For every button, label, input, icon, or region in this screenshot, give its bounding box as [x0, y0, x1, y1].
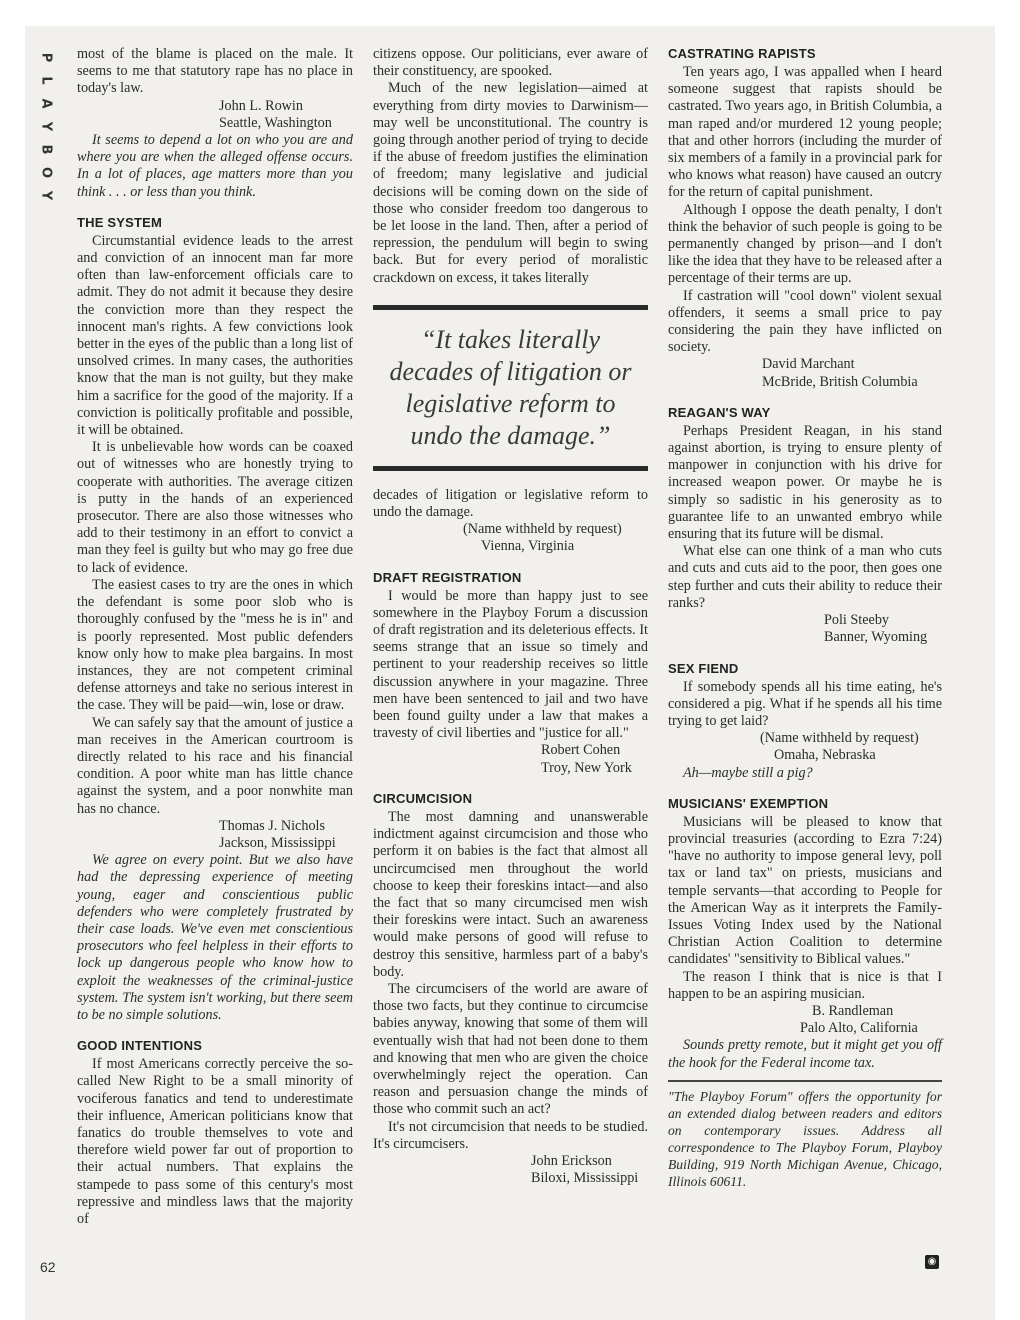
masthead-letter: Y	[38, 190, 54, 201]
letter-paragraph: Musicians will be pleased to know that provincial treasuries (according to Ezra 7:24) "have no authority to impose general levy, poll tax or land tax" on priests, musicians and temple servants—that according to People for the American Way as it interprets the Family-Issues Voting Index used by the National Christian Action Coalition to determine candidates' "sensitivity to Biblical values."	[668, 813, 942, 968]
section-good-intentions	[77, 1038, 353, 1228]
section-sex-fiend	[668, 661, 942, 782]
letter-signature-place: Troy, New York	[541, 759, 632, 776]
letter-signature-name: B. Randleman	[812, 1002, 894, 1019]
letter-paragraph: If somebody spends all his time eating, he's considered a pig. What if he spends all his time trying to get laid?	[668, 678, 942, 729]
masthead-letter: B	[38, 144, 54, 155]
section-musicians-exemption	[668, 796, 942, 1072]
letter-signature-name: John Erickson	[531, 1152, 612, 1169]
section-heading: GOOD INTENTIONS	[77, 1038, 203, 1054]
letter-paragraph: The most damning and unanswerable indictment against circumcision and those who perform it on babies is the fact that almost all uncircumcised men throughout the world choose to keep their foreskins intact—and also the fact that so many circumcised men wish their foreskins were intact. Such an awareness would make persons of good will refuse to destroy this sensitive, harmless part of a baby's body.	[373, 808, 648, 980]
letter-paragraph: Perhaps President Reagan, in his stand against abortion, is trying to ensure plenty of manpower in conjunction with his drive for increased weapon power. Or maybe he is simply so sadistic in his generosity as to guarantee life to an unwanted embryo while ensuring that its future will be dismal.	[668, 422, 942, 543]
section-heading: REAGAN'S WAY	[668, 404, 771, 420]
masthead-letter: P	[38, 52, 54, 63]
letter-signature-name: (Name withheld by request)	[463, 521, 622, 538]
pull-quote: “It takes literally decades of litigation or legislative reform to undo the damage.”	[373, 305, 648, 471]
letter-paragraph: The circumcisers of the world are aware of those two facts, but they continue to circumcise babies anyway, knowing that some of them will eventually wish that had not been done to them and knowing that men who are given the choice overwhelmingly reject the operation. Can reason and persuasion change the minds of those who commit such an act?	[373, 980, 648, 1118]
section-draft-registration	[373, 570, 648, 777]
letter-signature-place: Biloxi, Mississippi	[531, 1170, 639, 1187]
letter-paragraph: It is unbelievable how words can be coaxed out of witnesses who are honestly trying to cooperate with authorities. The average citizen is putty in the hands of an experienced prosecutor. There are also those witnesses who add to their testimony in an effort to convict a man they feel is guilty but who may go free due to lack of evidence.	[77, 439, 353, 576]
letter-signature-name: Thomas J. Nichols	[219, 817, 326, 834]
section-heading: SEX FIEND	[668, 660, 739, 676]
section-circumcision	[373, 791, 648, 1187]
letter-signature-place: Banner, Wyoming	[824, 629, 928, 646]
letter-paragraph: It's not circumcision that needs to be studied. It's circumcisers.	[373, 1118, 648, 1152]
masthead-letter: O	[38, 166, 54, 179]
section-castrating-rapists	[668, 46, 942, 391]
column-3	[668, 46, 942, 1190]
section-the-system	[77, 215, 353, 1024]
letter-signature-place: Omaha, Nebraska	[774, 747, 876, 764]
column-1	[77, 46, 353, 1228]
letter-signature-place: Seattle, Washington	[219, 114, 332, 131]
letter-paragraph: Although I oppose the death penalty, I don't think the behavior of such people is going to be permanently changed by prison—and I don't like the idea that they have to be released after a percentage of their terms are up.	[668, 201, 942, 287]
letter-signature-name: Robert Cohen	[541, 742, 621, 759]
letter-paragraph: Circumstantial evidence leads to the arrest and conviction of an innocent man far more often than law-enforcement officials care to admit. They do not admit it because they desire the conviction more than they respect the innocent man's rights. A few convictions look better in the eyes of the public than a long list of unsolved crimes. In many cases, the authorities know that the man is not guilty, but they make him a sacrifice for the good of the majority. If a conviction is politically profitable and possible, it will be obtained.	[77, 232, 353, 439]
section-reagans-way	[668, 405, 942, 647]
letter-paragraph: We can safely say that the amount of justice a man receives in the American courtroom is directly related to his race and his financial condition. A poor white man has little chance against the system, and a poor nonwhite man has no chance.	[77, 714, 353, 817]
letter-signature-name: Poli Steeby	[824, 612, 890, 629]
letter-paragraph: decades of litigation or legislative reform to undo the damage.	[373, 486, 648, 521]
letter-paragraph: The easiest cases to try are the ones in which the defendant is some poor slob who is thoroughly confused by the "mess he is in" and is poorly represented. Most public defenders know only how to make plea bargains. In most instances, they are not competent criminal defense attorneys and take no serious interest in the case. They will be paid—win, lose or draw.	[77, 576, 353, 714]
section-heading: CIRCUMCISION	[373, 790, 473, 806]
editor-reply: Ah—maybe still a pig?	[683, 764, 813, 781]
page-number: 62	[40, 1259, 56, 1275]
masthead-letter: L	[38, 76, 54, 85]
letter-signature-place: McBride, British Columbia	[762, 373, 918, 390]
letter-paragraph: The reason I think that is nice is that I happen to be an aspiring musician.	[668, 968, 942, 1002]
letter-paragraph: What else can one think of a man who cuts and cuts and cuts aid to the poor, then goes one step further and cuts their ability to reduce their ranks?	[668, 543, 942, 611]
editor-reply: It seems to depend a lot on who you are and where you are when the alleged offense occurs. In a lot of places, age matters more than you think . . . or less than you think.	[77, 132, 353, 200]
masthead-letter: Y	[38, 121, 54, 132]
editor-reply: Sounds pretty remote, but it might get you off the hook for the Federal income tax.	[668, 1037, 942, 1071]
masthead-letter: A	[38, 98, 54, 109]
letter-signature-name: (Name withheld by request)	[760, 730, 919, 747]
letter-paragraph: I would be more than happy just to see somewhere in the Playboy Forum a discussion of draft registration and its deleterious effects. It seems strange that an issue so timely and pertinent to your readership receives so little discussion anywhere in your magazine. Three men have been sentenced to jail and two have been found guilty under a law that makes a travesty of civil liberties and "justice for all."	[373, 587, 648, 742]
letter-paragraph: Ten years ago, I was appalled when I heard someone suggest that rapists should be castrated. Two years ago, in British Columbia, a man raped and/or murdered 12 young people; that and other horrors (including the murder of six members of a family in a provincial park for who knows what reason) have caused an outcry for the return of capital punishment.	[668, 64, 942, 201]
section-heading: MUSICIANS' EXEMPTION	[668, 795, 829, 811]
letter-paragraph: most of the blame is placed on the male. It seems to me that statutory rape has no place in today's law.	[77, 46, 353, 97]
magazine-name-vertical	[34, 46, 54, 207]
letter-paragraph: If castration will "cool down" violent sexual offenders, it seems a small price to pay considering the pain they have inflicted on society.	[668, 287, 942, 356]
letter-paragraph: citizens oppose. Our politicians, ever aware of their constituency, are spooked.	[373, 46, 648, 80]
editor-reply: We agree on every point. But we also have had the depressing experience of meeting young, eager and conscientious public defenders who were completely frustrated by their case loads. We've even met conscientious prosecutors who feel helpless in their efforts to lock up dangerous people who know how to exploit the weaknesses of the criminal-justice system. The system isn't working, but there seem to be no simple solutions.	[77, 852, 353, 1023]
section-heading: THE SYSTEM	[77, 214, 163, 230]
section-heading: CASTRATING RAPISTS	[668, 46, 816, 61]
section-heading: DRAFT REGISTRATION	[373, 569, 522, 585]
rabbit-head-logo-icon: ◉	[925, 1255, 939, 1269]
letter-signature-name: John L. Rowin	[219, 97, 303, 114]
letter-signature-place: Vienna, Virginia	[481, 538, 575, 555]
letter-signature-place: Jackson, Mississippi	[219, 834, 336, 851]
letter-signature-place: Palo Alto, California	[800, 1020, 918, 1037]
letter-paragraph: If most Americans correctly perceive the so-called New Right to be a small minority of vociferous fanatics and tend to underestimate their influence, American politicians know that fanatics do trouble themselves to vote and therefore wield power far out of proportion to their actual numbers. That explains the stampede to pass some of this century's most repressive and mindless laws that the majority of	[77, 1056, 353, 1227]
forum-address-box: "The Playboy Forum" offers the opportunity for an extended dialog between readers and editors on contemporary issues. Address all correspondence to The Playboy Forum, Playboy Building, 919 North Michigan Avenue, Chicago, Illinois 60611.	[668, 1080, 942, 1190]
column-2	[373, 46, 648, 1187]
letter-paragraph: Much of the new legislation—aimed at everything from dirty movies to Darwinism—may well be unconstitutional. The country is going through another period of trying to decide if the abuse of freedom justifies the elimination of freedom; many legislative and judicial decisions will be coming down on the side of those who consider freedom too dangerous to be let loose in the land. Then, after a period of repression, the pendulum will begin to swing back. But for every period of moralistic crackdown on excess, it takes literally	[373, 80, 648, 286]
letter-signature-name: David Marchant	[762, 356, 855, 373]
